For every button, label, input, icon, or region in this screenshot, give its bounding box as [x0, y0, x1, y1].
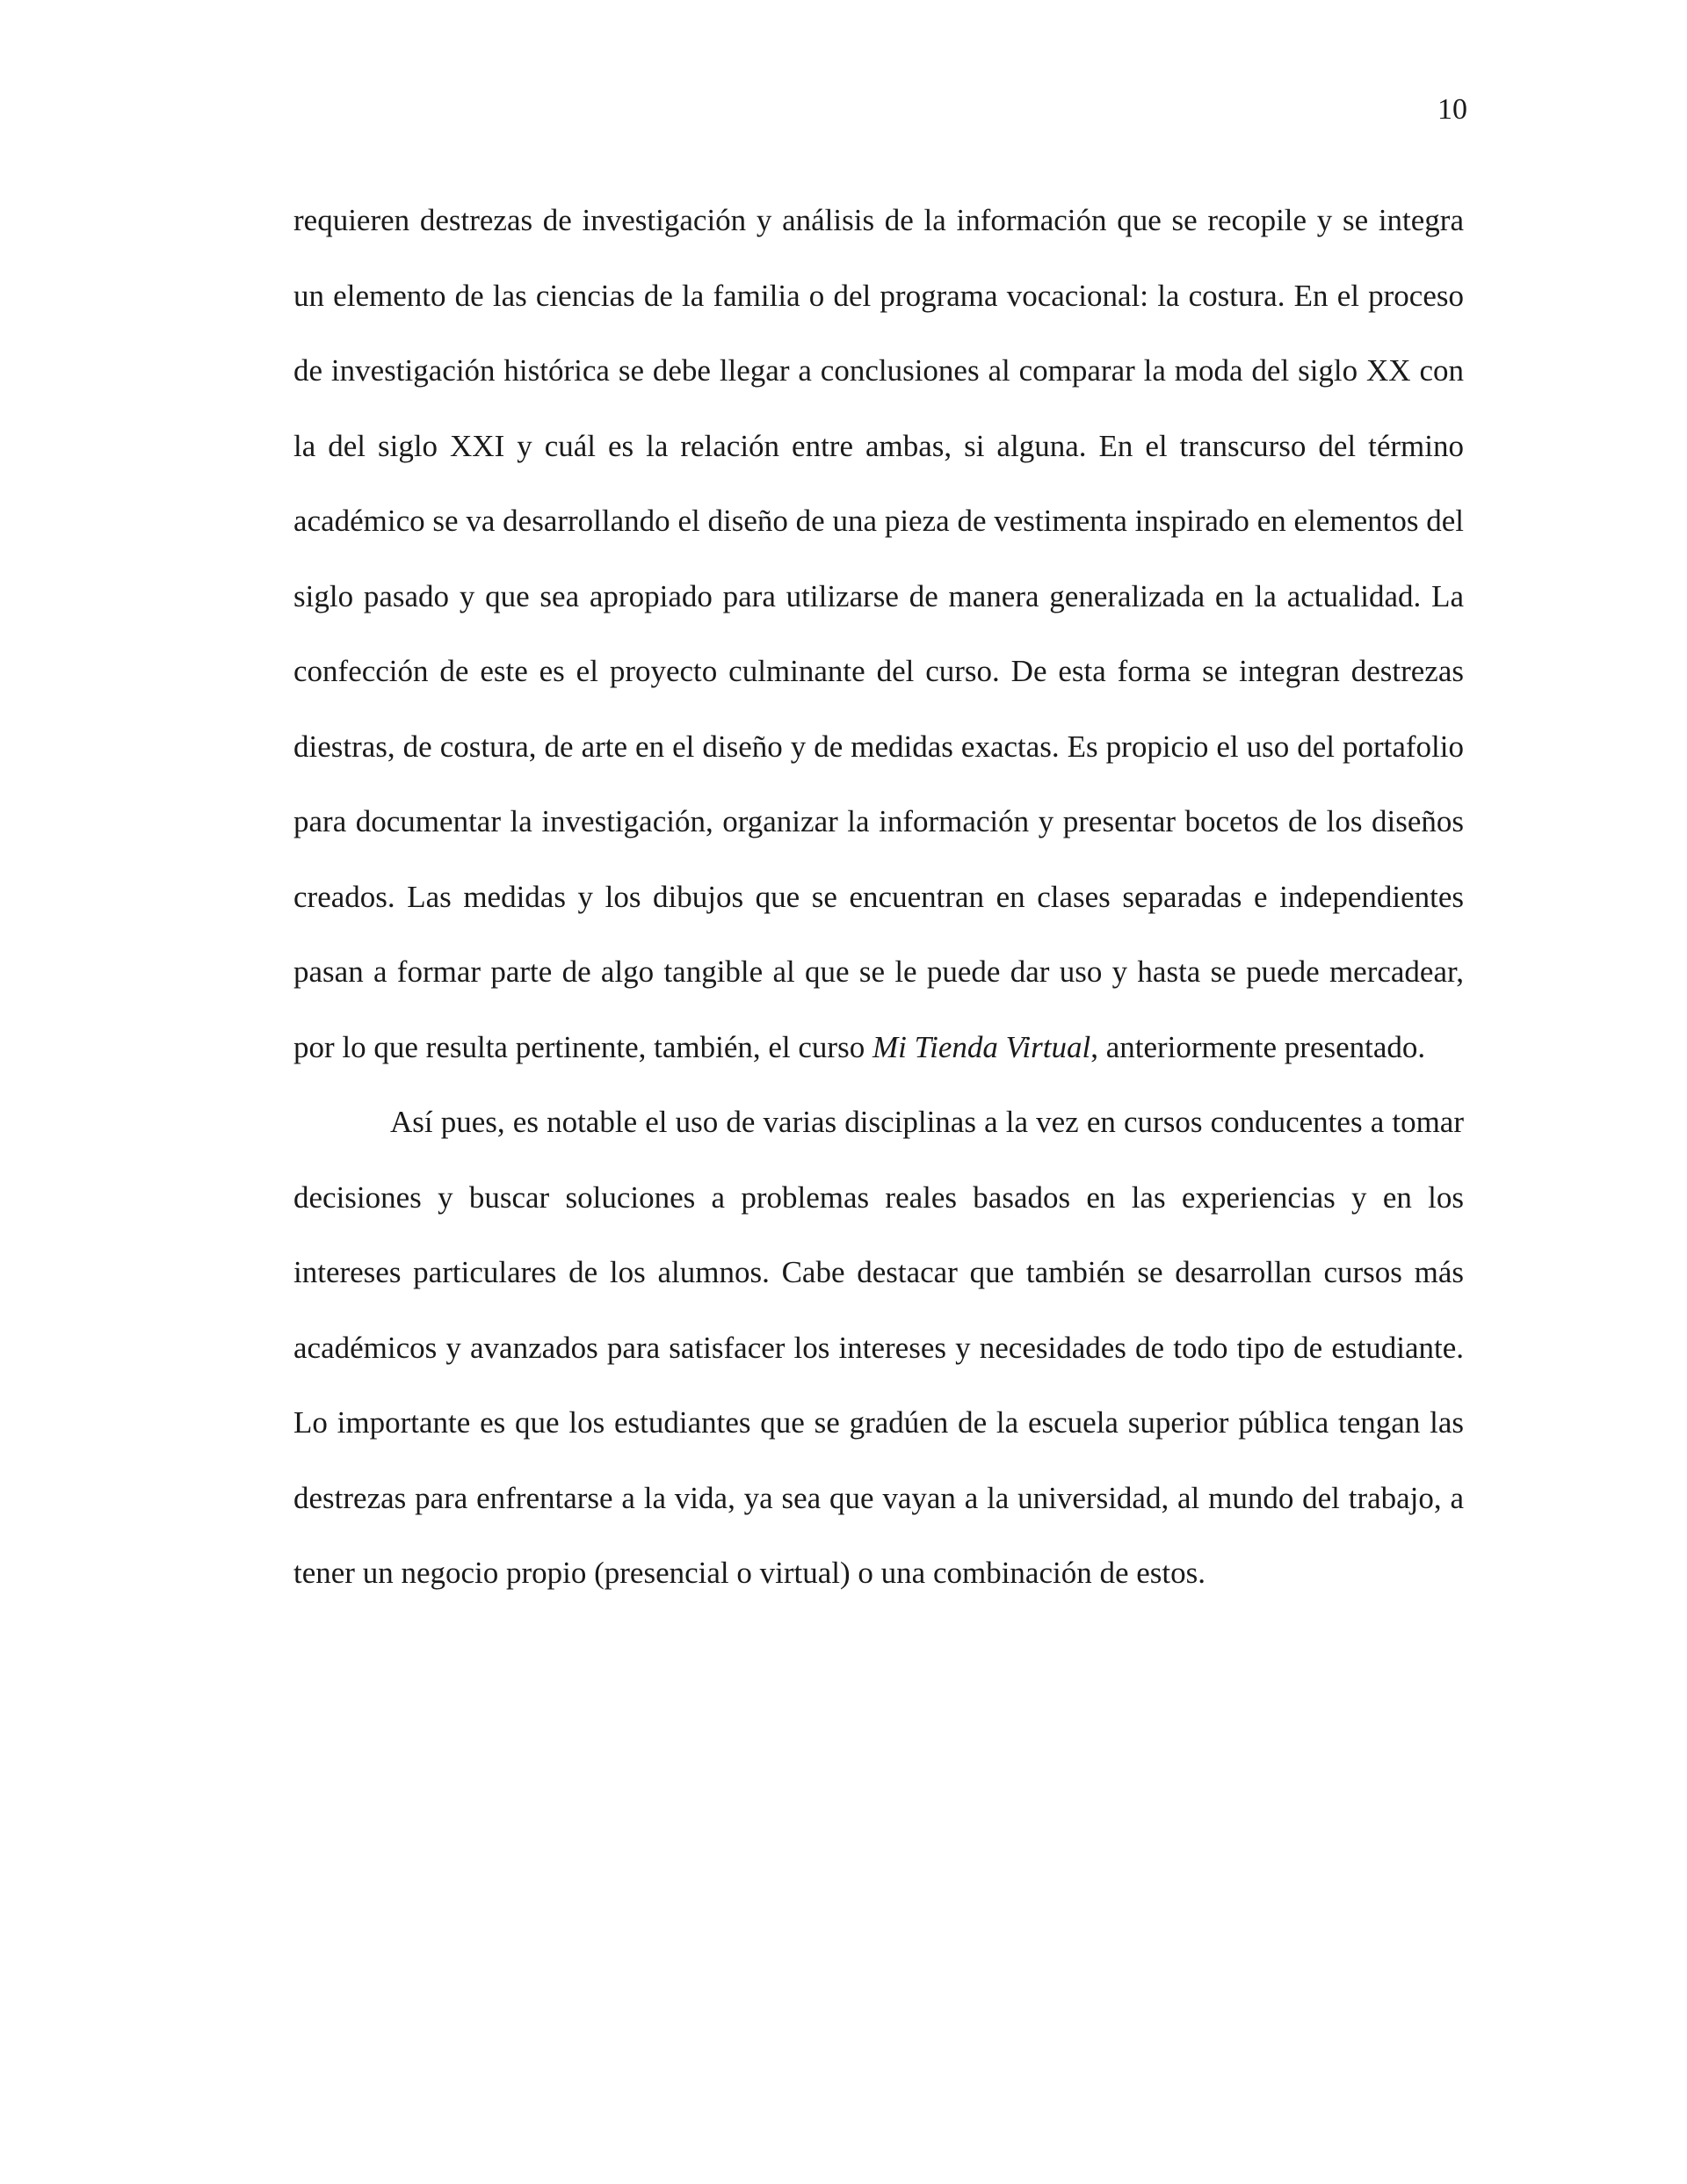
- page-number: 10: [1437, 93, 1467, 126]
- paragraph-1: [293, 183, 1464, 1085]
- paragraph-1-text: requieren destrezas de investigación y análisis de la información que se recopile y se integra un elemento de las ciencias de la familia o del programa vocacional: la costura. En el proceso de investigación histórica se debe llegar a conclusiones al comparar la moda del siglo XX con la del siglo XXI y cuál es la relación entre ambas, si alguna. En el transcurso del término académico se va desarrollando el diseño de una pieza de vestimenta inspirado en elementos del siglo pasado y que sea apropiado para utilizarse de manera generalizada en la actualidad. La confección de este es el proyecto culminante del curso. De esta forma se integran destrezas diestras, de costura, de arte en el diseño y de medidas exactas. Es propicio el uso del portafolio para documentar la investigación, organizar la información y presentar bocetos de los diseños creados. Las medidas y los dibujos que se encuentran en clases separadas e independientes pasan a formar parte de algo tangible al que se le puede dar uso y hasta se puede mercadear, por lo que resulta pertinente, también, el curso: [293, 203, 1464, 1064]
- paragraph-1-tail: , anteriormente presentado.: [1090, 1029, 1426, 1064]
- body-text: [293, 183, 1464, 1611]
- paragraph-2: Así pues, es notable el uso de varias disciplinas a la vez en cursos conducentes a tomar decisiones y buscar soluciones a problemas reales basados en las experiencias y en los intereses particulares de los alumnos. Cabe destacar que también se desarrollan cursos más académicos y avanzados para satisfacer los intereses y necesidades de todo tipo de estudiante. Lo importante es que los estudiantes que se gradúen de la escuela superior pública tengan las destrezas para enfrentarse a la vida, ya sea que vayan a la universidad, al mundo del trabajo, a tener un negocio propio (presencial o virtual) o una combinación de estos.: [293, 1105, 1464, 1590]
- course-title-italic: Mi Tienda Virtual: [872, 1029, 1091, 1064]
